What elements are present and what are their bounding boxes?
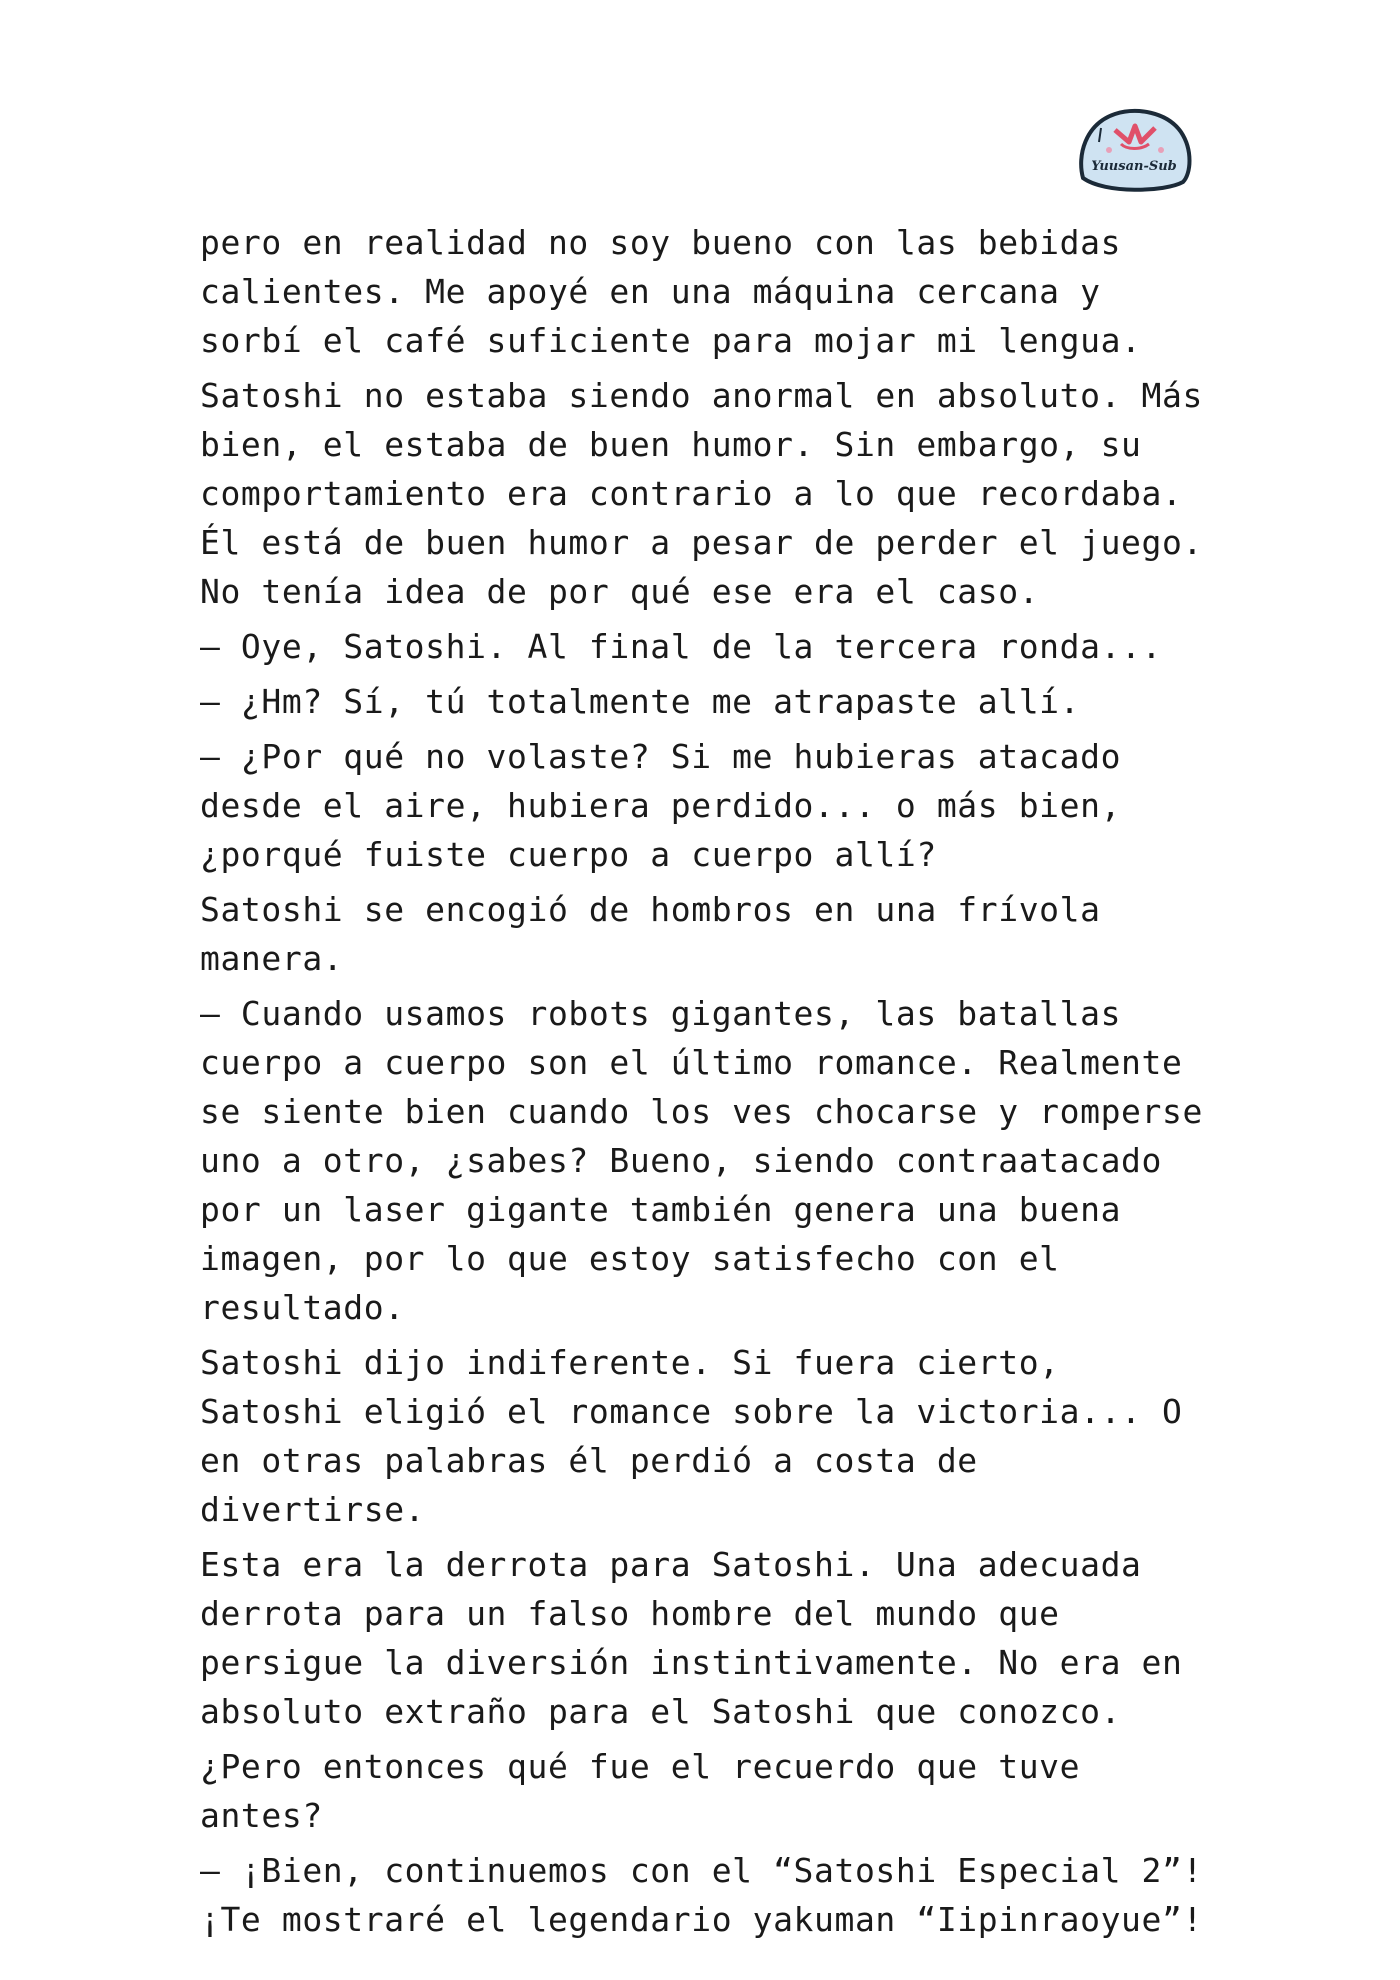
paragraph: Esta era la derrota para Satoshi. Una adecuada derrota para un falso hombre del mundo que persigue la diversión instintivamente. No era en absoluto extraño para el Satoshi que conozco. bbox=[200, 1545, 1203, 1731]
paragraph: – ¡Bien, continuemos con el “Satoshi Especial 2”! ¡Te mostraré el legendario yakuman “Iipinraoyue”! bbox=[200, 1851, 1224, 1939]
paragraph: Satoshi se encogió de hombros en una frívola manera. bbox=[200, 890, 1122, 978]
paragraph: – ¿Hm? Sí, tú totalmente me atrapaste allí. bbox=[200, 682, 1081, 721]
paragraph: – Cuando usamos robots gigantes, las batallas cuerpo a cuerpo son el último romance. Realmente se siente bien cuando los ves chocarse y romperse uno a otro, ¿sabes? Bueno, siendo contraatacado por un laser gigante también genera una buena imagen, por lo que estoy satisfecho con el resultado. bbox=[200, 994, 1224, 1327]
paragraph: – Oye, Satoshi. Al final de la tercera ronda... bbox=[200, 627, 1162, 666]
paragraph: pero en realidad no soy bueno con las bebidas calientes. Me apoyé en una máquina cercana y sorbí el café suficiente para mojar mi lengua. bbox=[200, 223, 1142, 360]
paragraph: Satoshi dijo indiferente. Si fuera cierto, Satoshi eligió el romance sobre la victoria... O en otras palabras él perdió a costa de divertirse. bbox=[200, 1343, 1203, 1529]
paragraph: Satoshi no estaba siendo anormal en absoluto. Más bien, el estaba de buen humor. Sin embargo, su comportamiento era contrario a lo que recordaba. Él está de buen humor a pesar de perder el juego. No tenía idea de por qué ese era el caso. bbox=[200, 376, 1224, 611]
text-body bbox=[200, 218, 1224, 1950]
logo-text: Yuusan-Sub bbox=[1091, 159, 1177, 174]
seal-logo-icon bbox=[1075, 106, 1193, 196]
paragraph: ¿Pero entonces qué fue el recuerdo que tuve antes? bbox=[200, 1747, 1101, 1835]
paragraph: – ¿Por qué no volaste? Si me hubieras atacado desde el aire, hubiera perdido... o más bien, ¿porqué fuiste cuerpo a cuerpo allí? bbox=[200, 737, 1142, 874]
